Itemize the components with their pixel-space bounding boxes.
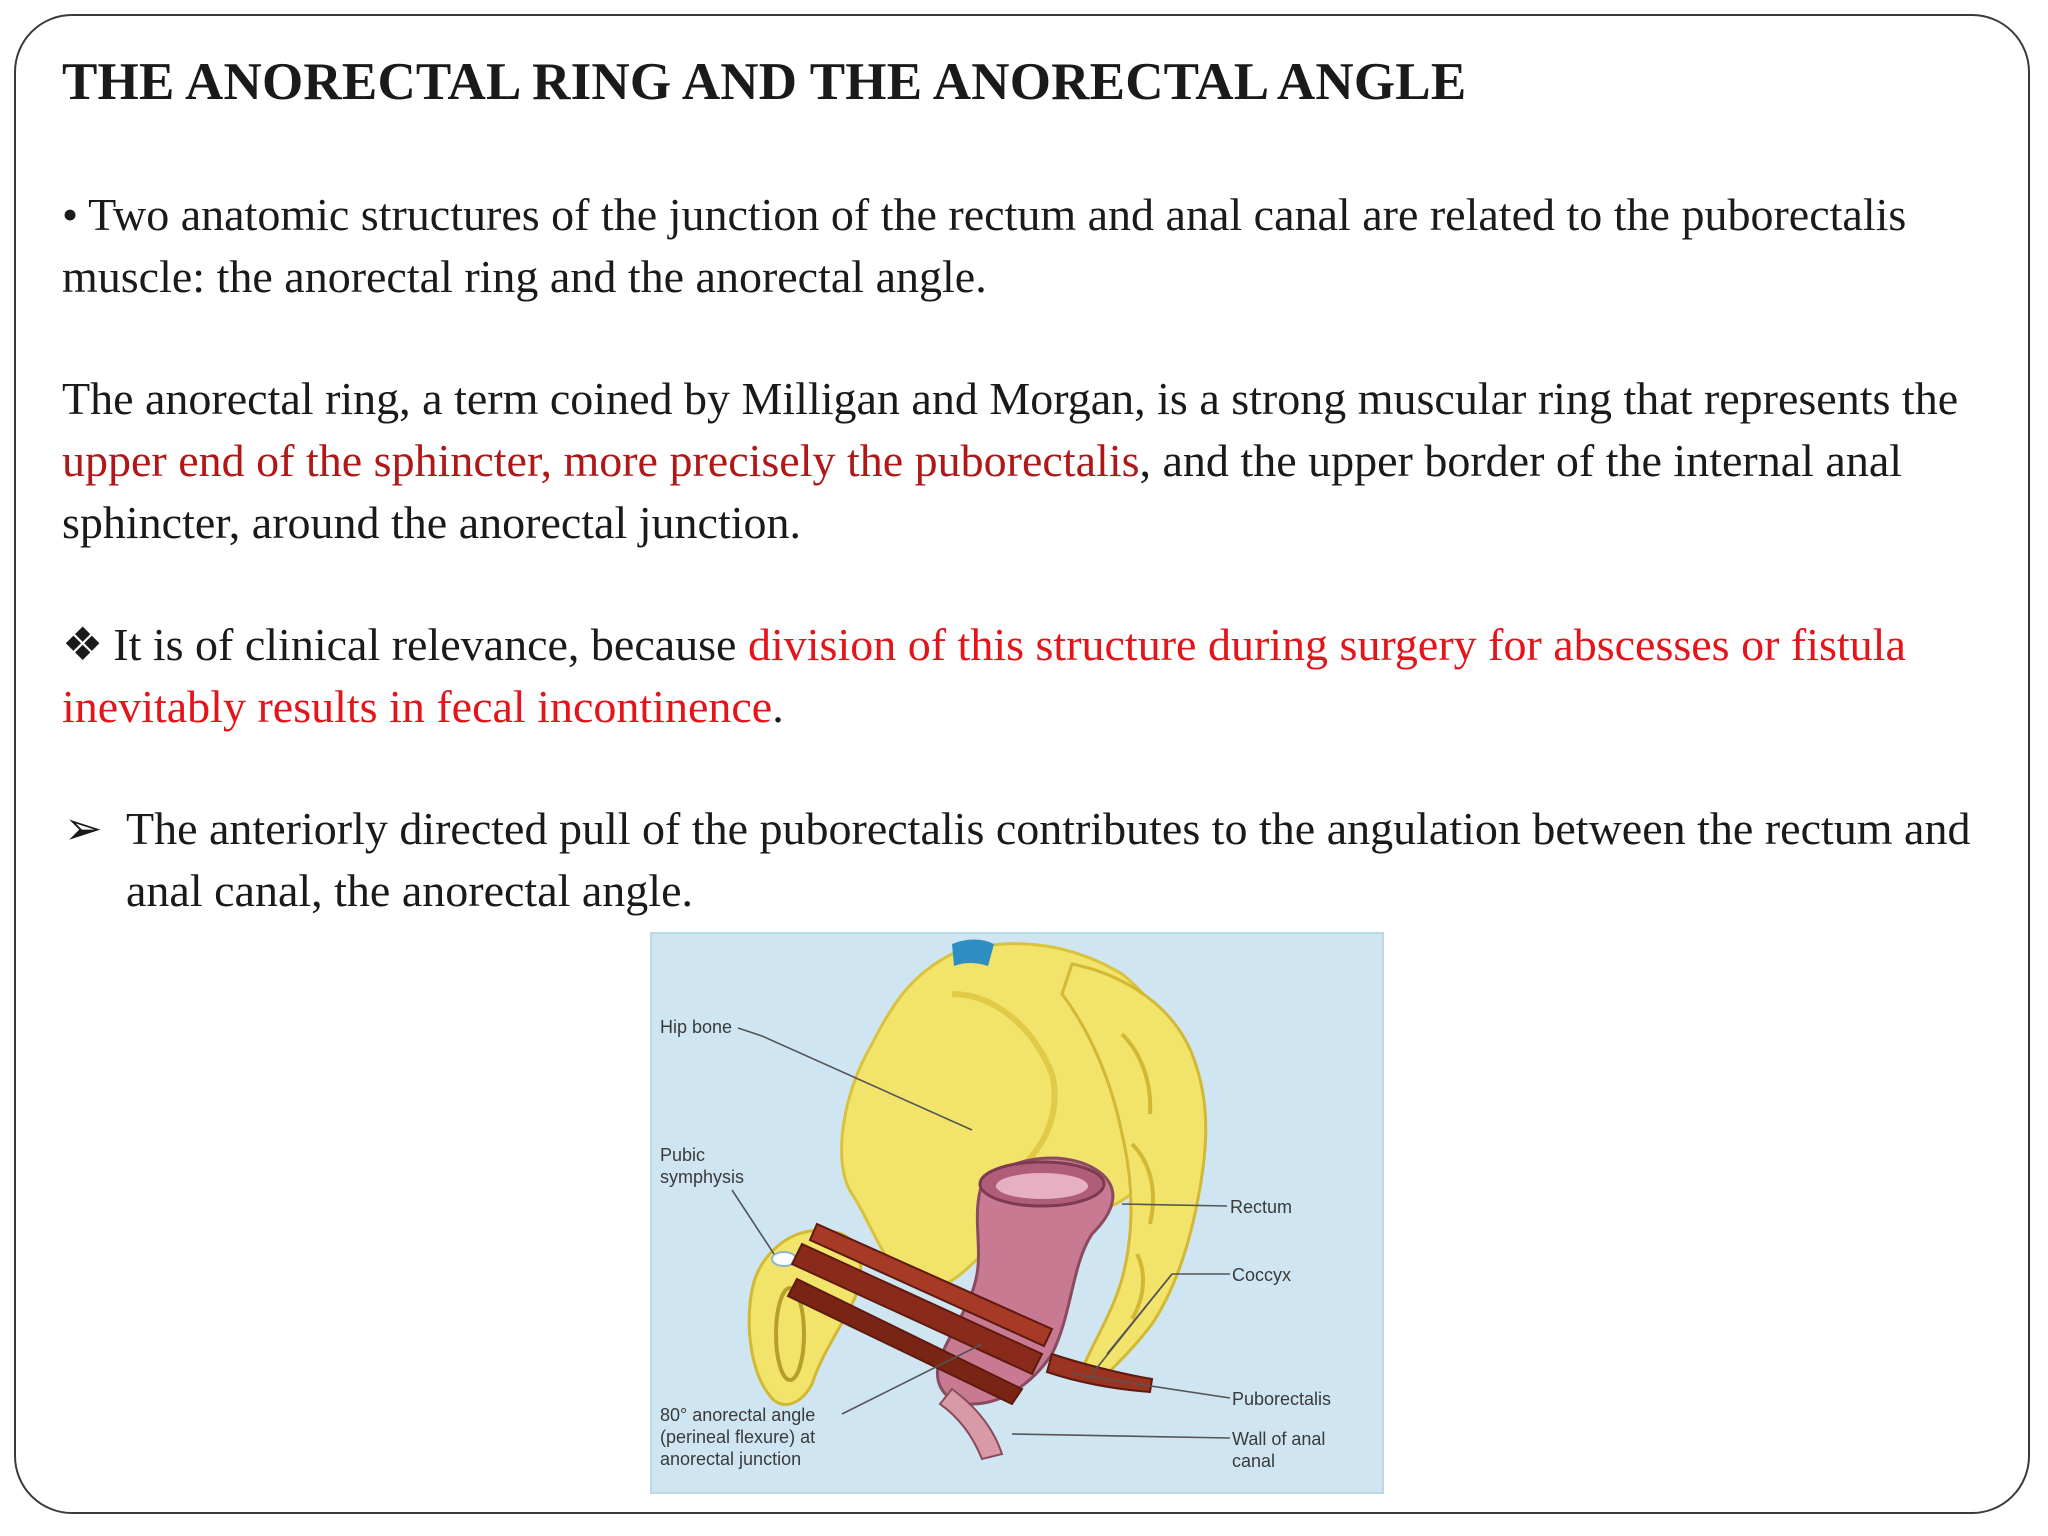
paragraph-anorectal-ring [62, 368, 1992, 554]
label-anorectal-angle: 80° anorectal angle (perineal flexure) at anorectal junction [660, 1405, 816, 1469]
label-pubic-symphysis: Pubic symphysis [660, 1145, 745, 1187]
ring-text-highlight: upper end of the sphincter, more precisely the puborectalis [62, 435, 1140, 486]
clinical-text-after: . [772, 681, 784, 732]
paragraph-structures-text: Two anatomic structures of the junction of the rectum and anal canal are related to the puborectalis muscle: the anorectal ring and the anorectal angle. [62, 189, 1907, 302]
paragraph-structures [62, 184, 1992, 308]
slide-title: THE ANORECTAL RING AND THE ANORECTAL ANGLE [62, 53, 1467, 111]
bullet-dot-icon: • [62, 189, 79, 240]
arrow-bullet-icon: ➢ [64, 803, 103, 854]
paragraph-anorectal-angle [64, 798, 2006, 922]
ring-text-after: , and the upper border of the internal anal sphincter, around the anorectal junction. [62, 435, 1903, 548]
paragraph-clinical-relevance [62, 614, 1992, 738]
label-rectum: Rectum [1230, 1197, 1293, 1217]
label-coccyx: Coccyx [1232, 1265, 1292, 1285]
clinical-text-highlight: division of this structure during surgery for abscesses or fistula inevitably results in fecal incontinence [62, 619, 1906, 732]
clinical-text-before: It is of clinical relevance, because [113, 619, 748, 670]
angle-text: The anteriorly directed pull of the puborectalis contributes to the angulation between the rectum and anal canal, the anorectal angle. [126, 803, 1971, 916]
ring-text-before: The anorectal ring, a term coined by Milligan and Morgan, is a strong muscular ring that represents the [62, 373, 1959, 424]
label-puborectalis: Puborectalis [1232, 1389, 1332, 1409]
anorectal-diagram [650, 932, 1384, 1494]
label-hip-bone: Hip bone [660, 1017, 733, 1037]
diamond-bullet-icon: ❖ [62, 619, 104, 670]
label-wall-of-anal-canal: Wall of anal canal [1232, 1429, 1326, 1471]
